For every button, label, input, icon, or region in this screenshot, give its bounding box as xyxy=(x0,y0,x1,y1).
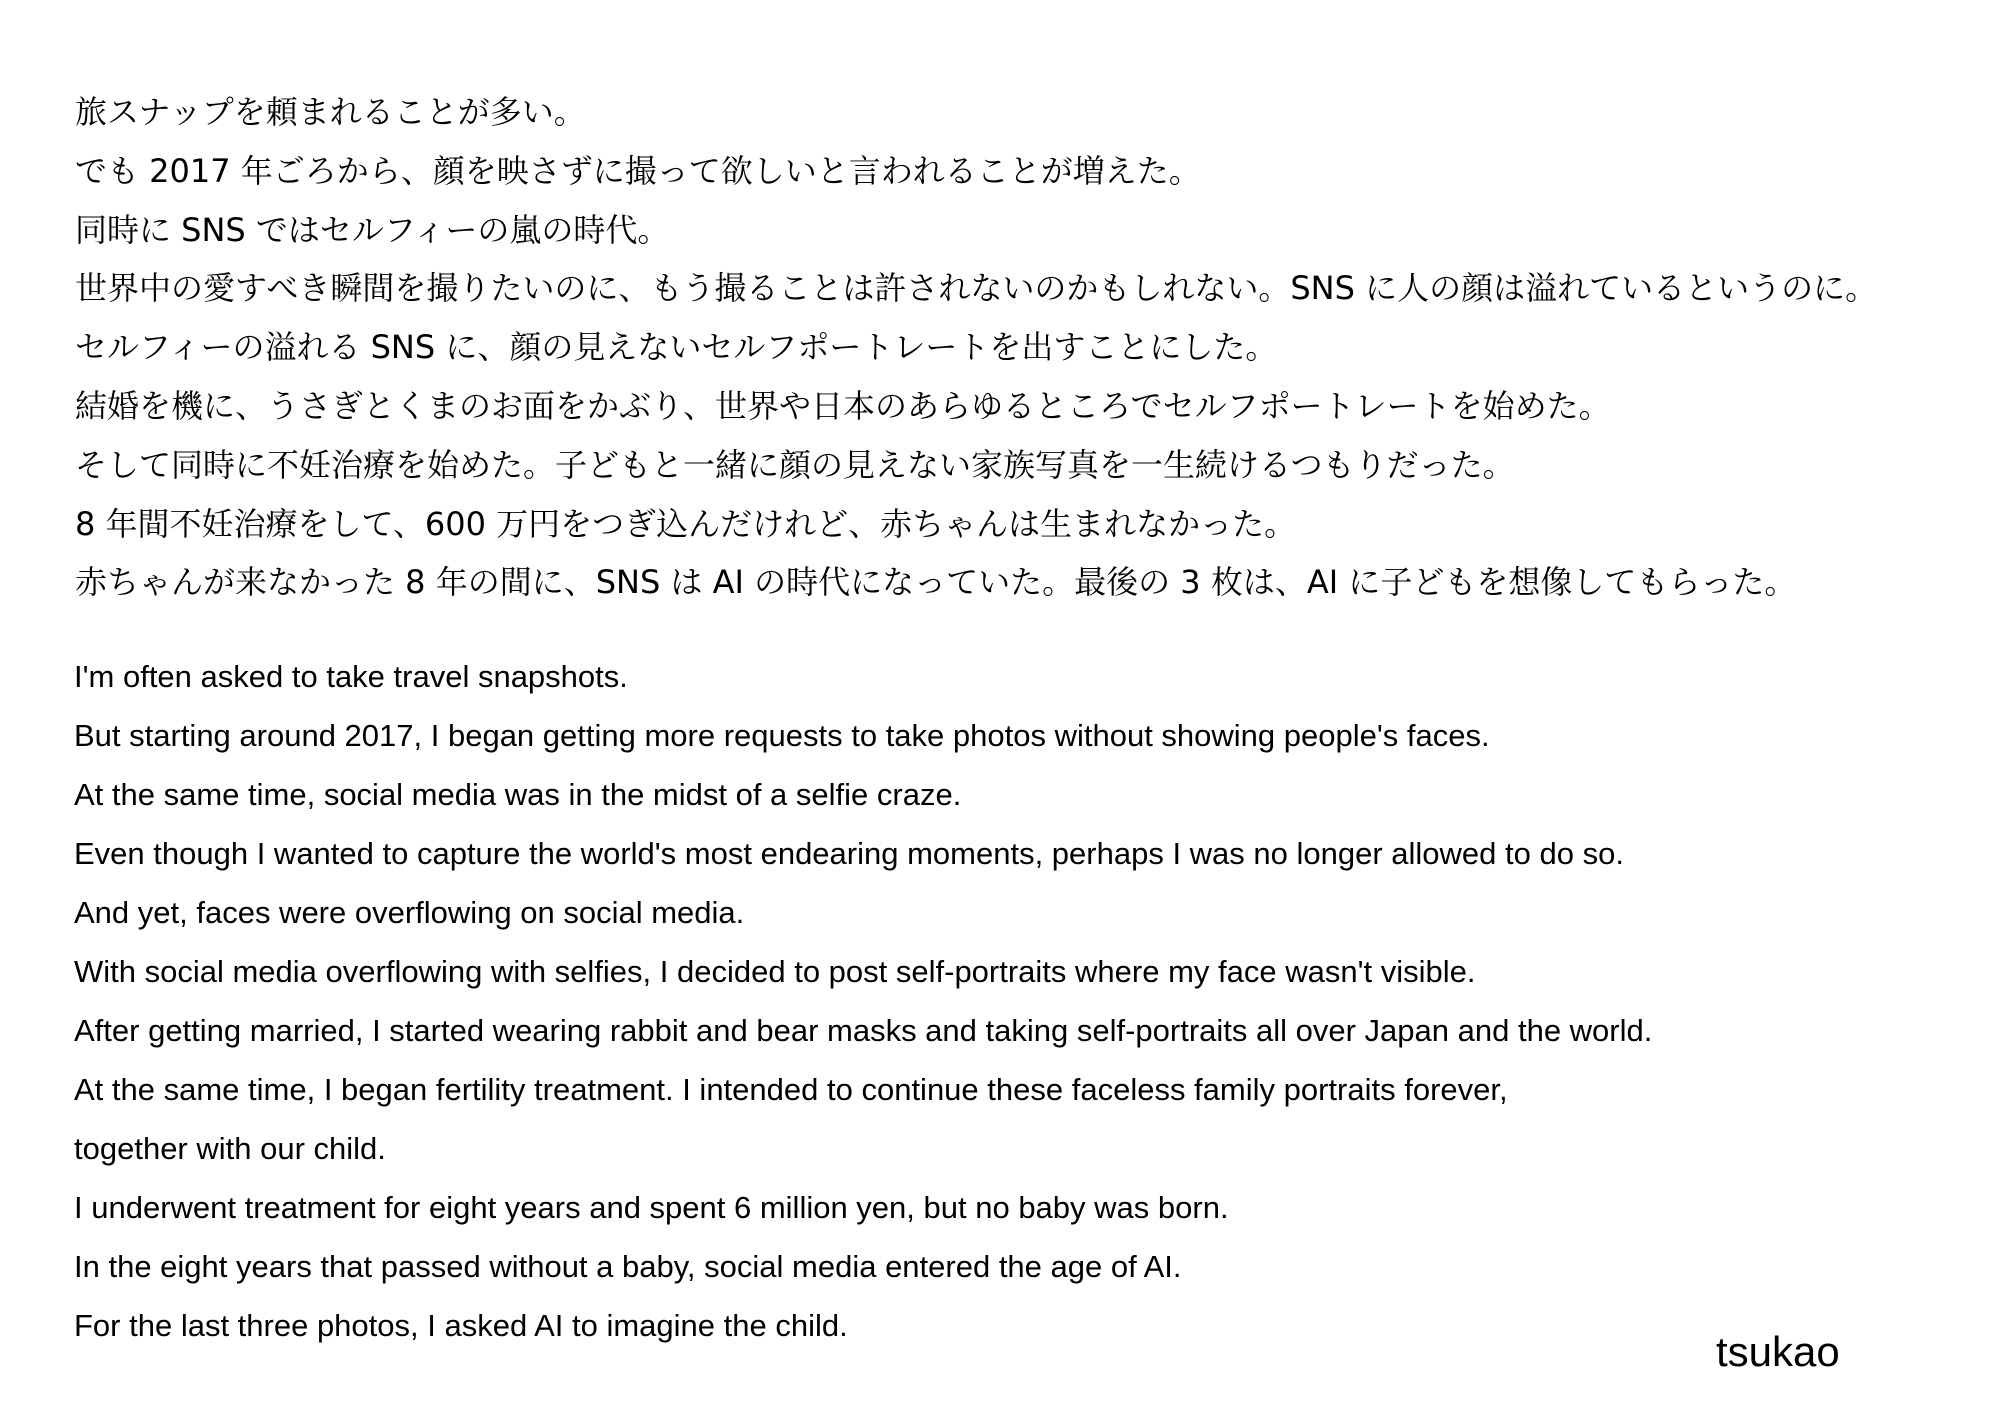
japanese-line: 同時に SNS ではセルフィーの嵐の時代。 xyxy=(75,210,670,249)
english-line: I underwent treatment for eight years and spent 6 million yen, but no baby was born. xyxy=(74,1190,1229,1225)
english-line: With social media overflowing with selfies, I decided to post self-portraits where my face wasn't visible. xyxy=(74,954,1476,989)
english-line: At the same time, I began fertility treatment. I intended to continue these faceless family portraits forever, xyxy=(74,1072,1508,1107)
japanese-line: 世界中の愛すべき瞬間を撮りたいのに、もう撮ることは許されないのかもしれない。SNS に人の顔は溢れているというのに。 xyxy=(75,269,1878,308)
english-line: Even though I wanted to capture the world's most endearing moments, perhaps I was no longer allowed to do so. xyxy=(74,836,1624,871)
japanese-line: 8 年間不妊治療をして、600 万円をつぎ込んだけれど、赤ちゃんは生まれなかった。 xyxy=(75,504,1297,543)
english-line: And yet, faces were overflowing on social media. xyxy=(74,895,745,930)
english-line: For the last three photos, I asked AI to imagine the child. xyxy=(74,1308,848,1343)
japanese-line: そして同時に不妊治療を始めた。子どもと一緒に顔の見えない家族写真を一生続けるつもりだった。 xyxy=(75,445,1515,484)
english-line: together with our child. xyxy=(74,1131,386,1166)
japanese-line: 旅スナップを頼まれることが多い。 xyxy=(75,93,586,131)
japanese-statement xyxy=(75,83,1975,612)
english-line: In the eight years that passed without a baby, social media entered the age of AI. xyxy=(74,1249,1182,1284)
author-signature: tsukao xyxy=(1716,1328,1840,1375)
english-line: At the same time, social media was in the midst of a selfie craze. xyxy=(74,777,962,812)
english-line: I'm often asked to take travel snapshots. xyxy=(74,659,628,694)
japanese-line: 赤ちゃんが来なかった 8 年の間に、SNS は AI の時代になっていた。最後の 3 枚は、AI に子どもを想像してもらった。 xyxy=(75,563,1797,602)
english-line: But starting around 2017, I began getting more requests to take photos without showing people's faces. xyxy=(74,718,1490,753)
english-line: After getting married, I started wearing rabbit and bear masks and taking self-portraits all over Japan and the world. xyxy=(74,1013,1653,1048)
japanese-line: でも 2017 年ごろから、顔を映さずに撮って欲しいと言われることが増えた。 xyxy=(75,151,1201,190)
japanese-line: 結婚を機に、うさぎとくまのお面をかぶり、世界や日本のあらゆるところでセルフポートレートを始めた。 xyxy=(75,386,1611,425)
english-statement xyxy=(74,647,1974,1355)
japanese-line: セルフィーの溢れる SNS に、顔の見えないセルフポートレートを出すことにした。 xyxy=(75,328,1278,367)
